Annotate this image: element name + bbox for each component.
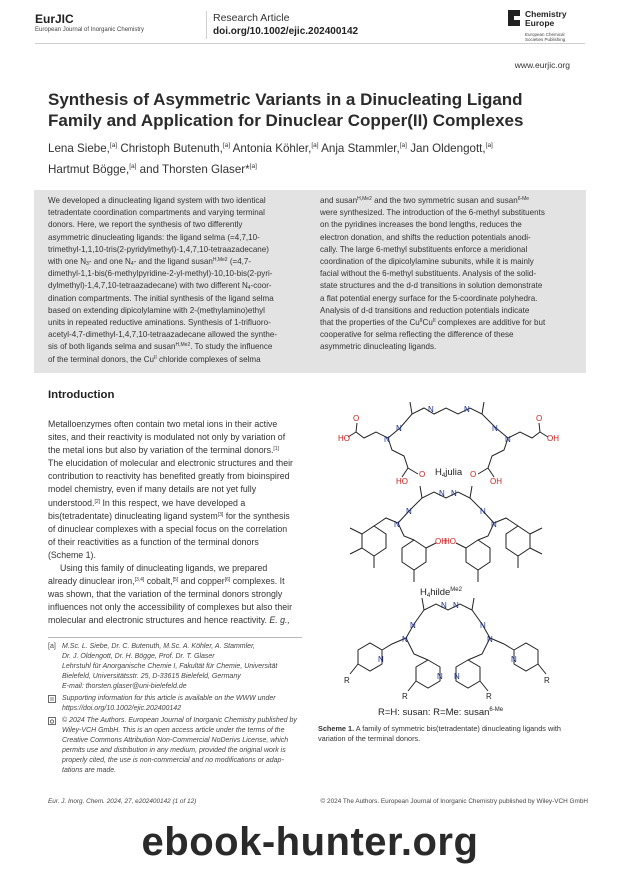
header-rule [35,43,585,44]
affiliation-footnote: [a] M.Sc. L. Siebe, Dr. C. Butenuth, M.Sc. A. Köhler, A. Stammler, Dr. J. Oldengott, Dr. H. Bögge, Prof. Dr. T. Glaser Lehrstuhl für Anorganische Chemie I, Fakultät für Chemie, Universität Bielefeld, Universitätsstr. 25, D-33615 Bielefeld, Germany E-mail: thorsten.glaser@uni-bielefeld.de [48,643,278,690]
scheme-1-figure [318,388,588,720]
atom-label: O [419,470,426,479]
atom-label: R [544,676,550,685]
journal-name: European Journal of Inorganic Chemistry [35,27,145,33]
atom-label: R [344,676,350,685]
julia-label: $H_4julia$ [435,467,463,479]
atom-label: HO [444,537,456,546]
atom-label: N [378,655,384,664]
atom-label: N [437,672,443,681]
atom-label: N [491,520,497,529]
atom-label: OH [490,477,502,486]
atom-label: OH [547,434,559,443]
article-title: Synthesis of Asymmetric Variants in a Dinucleating Ligand Family and Application for Dinuclear Copper(II) Complexes [48,90,524,130]
atom-label: N [439,489,445,498]
atom-label: N [451,489,457,498]
atom-label: N [511,655,517,664]
license-footnote: © 2024 The Authors. European Journal of Inorganic Chemistry published by Wiley-VCH GmbH. This is an open access article under the terms of the Creative Commons Attribution Non-Commercial NoDerivs License, which permits use and distribution in any medium, provided the original work is properly cited, the use is non-commercial and no modifications or adap- tations are made. [48,716,302,776]
doi-link[interactable]: doi.org/10.1002/ejic.202400142 [213,26,359,37]
abstract-box [34,190,586,373]
footnote-rule [48,637,302,638]
journal-abbr: EurJIC [35,12,74,26]
atom-label: N [441,601,447,610]
atom-label: N [402,635,408,644]
hilde-structure [350,486,542,582]
open-access-icon [48,717,56,725]
hilde-label: $H_4hilde^{Me2}$ [420,587,462,599]
abstract-left-column: We developed a dinucleating ligand system with two identical tetradentate coordination compartments and varying terminal donors. Here, we report the synthesis of two differently asymmetric dinucleating ligands: the ligand selma (=4,7,10- trimethyl-1,1,10-tris(2-pyridylmethyl)-1,4,7,10-tetraazadecane) with one $N_3-$ and one $N_4-$ and the ligand susan$^{H,Me2}$ (=4,7- dimethyl-1,1-bis(6-methylpyridine-2-yl-methyl)-10,10-bis(2-pyri- dylmethyl)-1,4,7,10-tetraazadecane) with two different $N_4-coor-$ dination compartments. The initial synthesis of the ligand selma based on extending dipicolylamine with 2-(methylamino)ethyl units in repeated reductive aminations. Synthesis of 1-trifluoro- acetyl-4,7-dimethyl-1,4,7,10-tetraazadecane allowed the synthe- sis of both ligands selma and susan$^{H,Me2}$. To study the influence of the terminal donors, the $Cu^{II}$ chloride complexes of selma [48,196,278,364]
atom-label: HO [396,477,408,486]
atom-label: N [487,635,493,644]
atom-label: N [410,621,416,630]
atom-label: N [480,621,486,630]
author-list: Lena Siebe,[a] Christoph Butenuth,[a] Antonia Köhler,[a] Anja Stammler,[a] Jan Oldengott,[a] Hartmut Bögge,[a] and Thorsten Glaser*[a] [48,141,493,176]
atom-label: O [470,470,477,479]
atom-label: N [454,672,460,681]
julia-structure [348,402,548,477]
copyright-footer: © 2024 The Authors. European Journal of Inorganic Chemistry published by Wiley-VCH GmbH [320,798,588,805]
supporting-info-icon [48,695,56,703]
atom-label: HO [338,434,350,443]
introduction-text: Metalloenzymes often contain two metal ions in their active sites, and their reactivity is modulated not only by variation of the metal ions but also by variation of the terminal donors.[1] The elucidation of molecular and electronic structures and their contribution to reactivity has benefited greatly from bioinspired model chemistry, even if many details are not yet fully understood.[2] In this respect, we have developed a bis(tetradentate) dinucleating ligand system[3] for the synthesis of dinuclear complexes with a special focus on the correlation of their reactivities as a function of the terminal donors (Scheme 1). Using this family of dinucleating ligands, we prepared already dinuclear iron,[3,4] cobalt,[5] and copper[6] complexes. It was shown, that the variation of the terminal donors strongly influences not only the accessibility of complexes but also their molecular and electronic structures and hence reactivity. E. g., [48,419,293,626]
atom-label: N [384,435,390,444]
publisher-name: Chemistry Europe [525,9,567,28]
scheme-caption: Scheme 1. A family of symmetric bis(tetradentate) dinucleating ligands with variation of the terminal donors. [318,724,561,743]
header-divider [206,11,207,39]
chemistry-europe-logo-icon [506,8,522,28]
atom-label: N [480,507,486,516]
atom-label: N [464,405,470,414]
susan-label: R=H: susan: R=Me: susan$^{6-Me}$ [378,707,504,718]
publisher-subtitle: European Chemical Societies Publishing [525,32,566,42]
atom-label: O [353,414,360,423]
footnotes [48,642,302,776]
atom-label: OH [435,537,447,546]
article-type: Research Article [213,12,290,24]
introduction-heading: Introduction [48,389,115,401]
atom-label: N [492,424,498,433]
susan-structure [350,598,546,691]
atom-label: R [402,692,408,701]
citation-footer: Eur. J. Inorg. Chem. 2024, 27, e202400142 (1 of 12) [48,798,197,805]
abstract-right-column: and susan$^{H,Me2}$ and the two symmetric susan and susan$^{6-Me}$ were synthesized. The introduction of the 6-methyl substituents on the pyridines increases the bond lengths, reduces the electron donation, and shifts the reduction potentials anodi- cally. The large 6-methyl substituents enforce a meridional coordination of the dipicolylamine subunits, while it is mainly facial without the 6-methyl substituents. Analysis of the solid- state structures and the d-d transitions in solution demonstrate a flat potential energy surface for the 5-coordinate polyhedra. Analysis of d-d transitions and reduction potentials indicate that the properties of the $Cu^{II}Cu^{II}$ complexes are additive for but cooperative for selma reflecting the difference of these asymmetric dinucleating ligands. [320,196,546,352]
atom-label: N [453,601,459,610]
publisher-block [506,8,591,44]
atom-label: N [396,424,402,433]
site-url-link[interactable]: www.eurjic.org [514,60,570,70]
atom-label: N [394,520,400,529]
atom-label: O [536,414,543,423]
atom-label: N [428,405,434,414]
atom-label: R [486,692,492,701]
watermark: ebook-hunter.org [141,820,479,864]
supporting-info-footnote: Supporting information for this article is available on the WWW under https://doi.org/10.1002/ejic.202400142 [48,694,302,714]
susan-atoms [344,601,550,701]
atom-label: N [505,435,511,444]
atom-label: N [406,507,412,516]
